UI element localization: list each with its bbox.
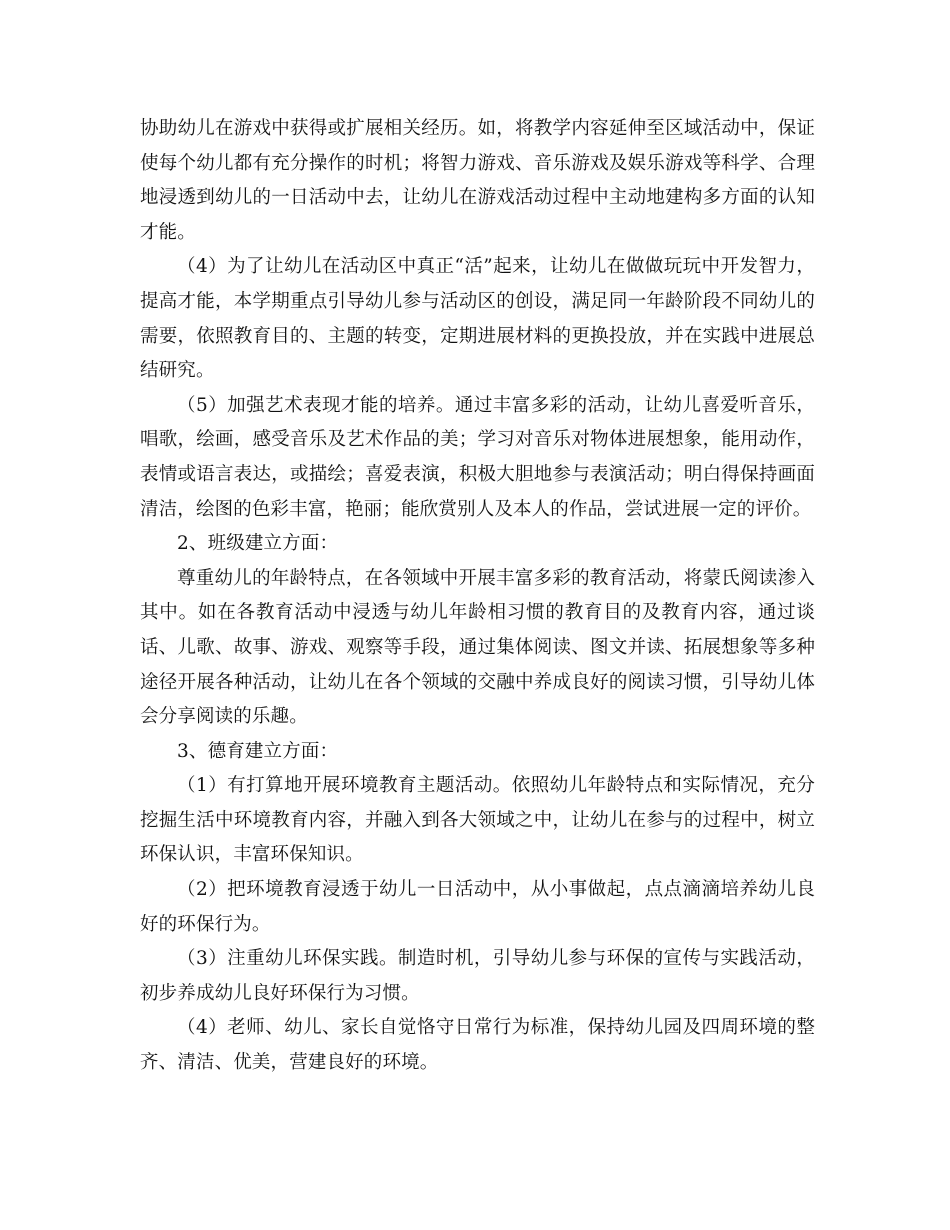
document-page — [140, 112, 815, 1081]
paragraph-moral-item-4: （4）老师、幼儿、家长自觉恪守日常行为标准，保持幼儿园及四周环境的整齐、清洁、优美，营建良好的环境。 — [140, 1017, 815, 1074]
paragraph-moral-item-2: （2）把环境教育浸透于幼儿一日活动中，从小事做起，点点滴滴培养幼儿良好的环保行为。 — [140, 879, 815, 935]
section-heading-class-building: 2、班级建立方面： — [177, 533, 339, 555]
section-heading-moral-education: 3、德育建立方面： — [177, 740, 339, 762]
paragraph-item-5-art-expression: （5）加强艺术表现才能的培养。通过丰富多彩的活动，让幼儿喜爱听音乐，唱歌，绘画，感受音乐及艺术作品的美；学习对音乐对物体进展想象，能用动作，表情或语言表达，或描绘；喜爱表演，积极大胆地参与表演活动；明白得保持画面清洁，绘图的色彩丰富，艳丽；能欣赏别人及本人的作品，尝试进展一定的评价。 — [140, 394, 815, 520]
paragraph-moral-item-1: （1）有打算地开展环境教育主题活动。依照幼儿年龄特点和实际情况，充分挖掘生活中环境教育内容，并融入到各大领域之中，让幼儿在参与的过程中，树立环保认识，丰富环保知识。 — [140, 775, 815, 866]
paragraph-item-4-activity-areas: （4）为了让幼儿在活动区中真正“活”起来，让幼儿在做做玩玩中开发智力，提高才能，本学期重点引导幼儿参与活动区的创设，满足同一年龄阶段不同幼儿的需要，依照教育目的、主题的转变，定期进展材料的更换投放，并在实践中进展总结研究。 — [140, 256, 815, 382]
paragraph-moral-item-3: （3）注重幼儿环保实践。制造时机，引导幼儿参与环保的宣传与实践活动，初步养成幼儿良好环保行为习惯。 — [140, 948, 815, 1004]
paragraph-continuation: 协助幼儿在游戏中获得或扩展相关经历。如，将教学内容延伸至区域活动中，保证使每个幼儿都有充分操作的时机；将智力游戏、音乐游戏及娱乐游戏等科学、合理地浸透到幼儿的一日活动中去，让幼儿在游戏活动过程中主动地建构多方面的认知才能。 — [140, 118, 815, 243]
paragraph-class-building: 尊重幼儿的年龄特点，在各领域中开展丰富多彩的教育活动，将蒙氏阅读渗入其中。如在各教育活动中浸透与幼儿年龄相习惯的教育目的及教育内容，通过谈话、儿歌、故事、游戏、观察等手段，通过集体阅读、图文并读、拓展想象等多种途径开展各种活动，让幼儿在各个领域的交融中养成良好的阅读习惯，引导幼儿体会分享阅读的乐趣。 — [140, 567, 815, 728]
